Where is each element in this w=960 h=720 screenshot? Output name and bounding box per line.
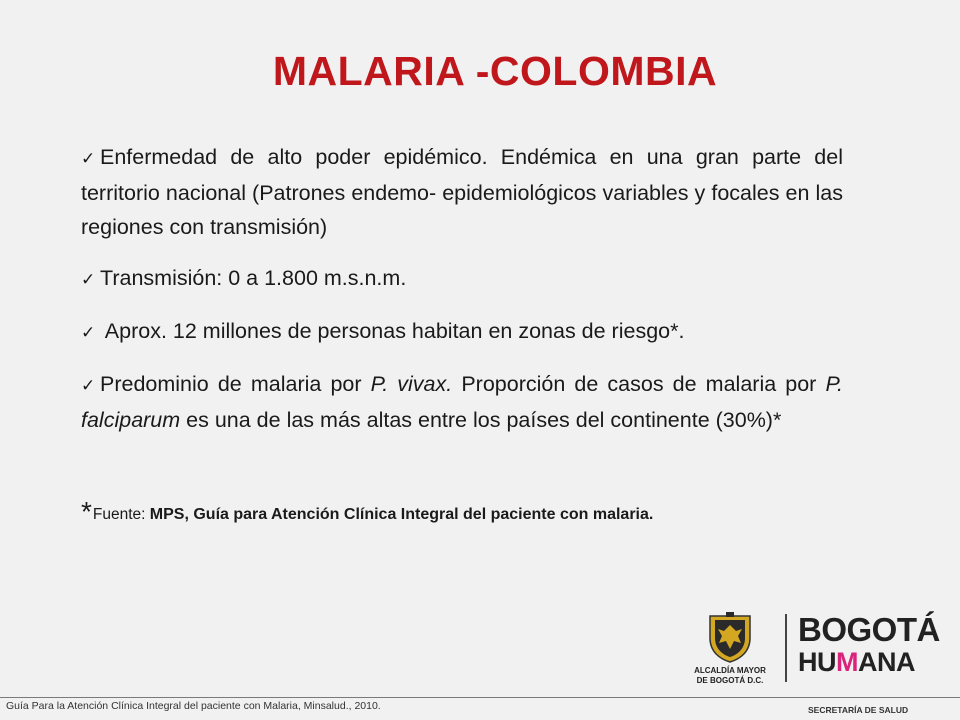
bullet-item — [81, 140, 843, 244]
bullet-item — [81, 314, 843, 350]
bullet-text: Enfermedad de alto poder epidémico. Endémica en una gran parte del territorio nacional (Patrones endemo- epidemiológicos variables y focales en las regiones con transmisión) — [81, 145, 843, 239]
bullet-text: Proporción de casos de malaria por — [452, 372, 826, 396]
brand-humana — [798, 648, 915, 676]
bullet-text: es una de las más altas entre los países del continente (30%)* — [180, 408, 782, 432]
check-icon: ✓ — [81, 149, 96, 168]
alcaldia-line: ALCALDÍA MAYOR — [694, 666, 766, 675]
logo-divider — [785, 614, 787, 682]
coat-of-arms — [706, 612, 754, 664]
alcaldia-logo-text — [690, 666, 770, 686]
logo-area — [690, 604, 940, 694]
alcaldia-line: DE BOGOTÁ D.C. — [696, 676, 764, 685]
brand-humana-part: M — [836, 647, 858, 677]
check-icon: ✓ — [81, 270, 96, 289]
bullet-text: Aprox. 12 millones de personas habitan en zonas de riesgo*. — [100, 319, 685, 343]
source-note — [81, 496, 653, 528]
bullet-item — [81, 261, 843, 297]
source-label: Fuente: — [92, 506, 150, 523]
bullet-text: Transmisión: 0 a 1.800 m.s.n.m. — [100, 266, 407, 290]
slide-title: MALARIA -COLOMBIA — [272, 48, 718, 94]
footer-citation: Guía Para la Atención Clínica Integral del paciente con Malaria, Minsalud., 2010. — [6, 700, 381, 712]
bullet-list — [81, 140, 843, 454]
brand-humana-part: ANA — [858, 647, 915, 677]
species-name: P. vivax. — [370, 372, 453, 396]
source-reference: MPS, Guía para Atención Clínica Integral del paciente con malaria. — [149, 506, 654, 523]
source-asterisk: * — [81, 496, 92, 527]
footer-divider — [0, 697, 960, 698]
bullet-text: Predominio de malaria por — [100, 372, 371, 396]
bullet-item — [81, 367, 843, 437]
check-icon: ✓ — [81, 323, 96, 342]
brand-bogota: BOGOTÁ — [798, 611, 940, 648]
species-name: P. falciparum — [81, 372, 843, 432]
secretaria-label: SECRETARÍA DE SALUD — [808, 705, 909, 715]
brand-humana-part: HU — [798, 647, 836, 677]
check-icon: ✓ — [81, 376, 96, 395]
